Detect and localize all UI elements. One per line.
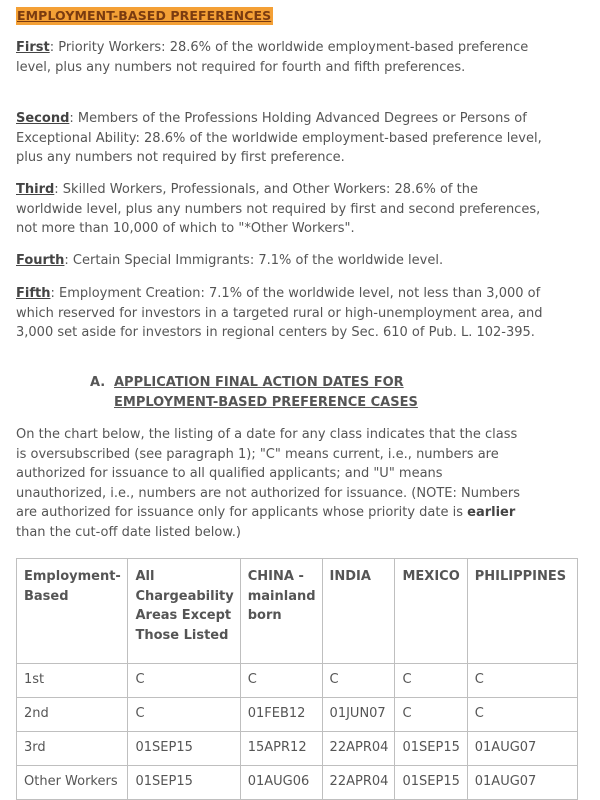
table-row (17, 732, 578, 766)
table-cell: Other Workers (17, 766, 128, 800)
section-title-line1: APPLICATION FINAL ACTION DATES FOR (114, 375, 404, 390)
table-cell: C (322, 664, 395, 698)
table-cell: 1st (17, 664, 128, 698)
table-cell: 01FEB12 (240, 698, 322, 732)
table-row (17, 664, 578, 698)
table-cell: 01SEP15 (395, 766, 467, 800)
preference-text: : Employment Creation: 7.1% of the worldwide level, not less than 3,000 of which reserved for investors in a targeted rural or high-unemployment area, and 3,000 set aside for investors in regional centers by Sec. 610 of Pub. L. 102-395. (16, 286, 543, 340)
table-cell: C (128, 664, 240, 698)
section-title-line2: EMPLOYMENT-BASED PREFERENCE CASES (114, 394, 418, 410)
table-cell: 2nd (17, 698, 128, 732)
table-cell: C (467, 664, 577, 698)
table-cell: C (128, 698, 240, 732)
table-cell: 01AUG07 (467, 732, 577, 766)
table-cell: C (467, 698, 577, 732)
table-cell: 22APR04 (322, 732, 395, 766)
table-cell: 01AUG06 (240, 766, 322, 800)
intro-paragraph (16, 425, 526, 542)
preference-fifth (16, 284, 544, 343)
column-header: Employment-Based (17, 559, 128, 664)
preference-text: : Certain Special Immigrants: 7.1% of the worldwide level. (64, 253, 444, 268)
column-header: PHILIPPINES (467, 559, 577, 664)
table-cell: 22APR04 (322, 766, 395, 800)
preference-term: First (16, 40, 50, 55)
table-cell: 01SEP15 (128, 766, 240, 800)
preference-text: : Members of the Professions Holding Advanced Degrees or Persons of Exceptional Ability: 28.6% of the worldwide employment-based preference level, plus any numbers not required by first preference. (16, 111, 542, 165)
column-header: CHINA - mainland born (240, 559, 322, 664)
column-header: All Chargeability Areas Except Those Listed (128, 559, 240, 664)
preference-second (16, 109, 544, 168)
preference-text: : Skilled Workers, Professionals, and Other Workers: 28.6% of the worldwide level, plus any numbers not required by first and second preferences, not more than 10,000 of which to "*Other Workers". (16, 182, 541, 236)
table-cell: 15APR12 (240, 732, 322, 766)
preference-term: Second (16, 111, 70, 126)
table-cell: 01AUG07 (467, 766, 577, 800)
column-header: MEXICO (395, 559, 467, 664)
table-header-row (17, 559, 578, 664)
column-header: INDIA (322, 559, 395, 664)
section-heading: EMPLOYMENT-BASED PREFERENCES (17, 8, 272, 23)
table-cell: C (240, 664, 322, 698)
section-number: A. (90, 375, 106, 390)
preference-first (16, 38, 544, 77)
table-cell: 01SEP15 (128, 732, 240, 766)
table-row (17, 698, 578, 732)
preference-text: : Priority Workers: 28.6% of the worldwide employment-based preference level, plus any numbers not required for fourth and fifth preferences. (16, 40, 529, 75)
intro-emphasis: earlier (467, 505, 516, 520)
table-cell: 01SEP15 (395, 732, 467, 766)
final-action-dates-table (16, 558, 578, 800)
intro-text: On the chart below, the listing of a date for any class indicates that the class is oversubscribed (see paragraph 1); "C" means current, i.e., numbers are authorized for issuance to all qualified applicants; and "U" means unauthorized, i.e., numbers are not authorized for issuance. (NOTE: Numbers are authorized for issuance only for applicants whose priority date is (16, 427, 520, 520)
preference-term: Fifth (16, 286, 51, 301)
table-cell: 01JUN07 (322, 698, 395, 732)
preference-fourth (16, 251, 544, 271)
table-row (17, 766, 578, 800)
preference-third (16, 180, 544, 239)
section-a-title (90, 373, 510, 412)
intro-text-end: than the cut-off date listed below.) (16, 524, 241, 540)
table-cell: C (395, 664, 467, 698)
table-cell: 3rd (17, 732, 128, 766)
preference-term: Third (16, 182, 55, 197)
table-cell: C (395, 698, 467, 732)
preference-term: Fourth (16, 253, 65, 268)
